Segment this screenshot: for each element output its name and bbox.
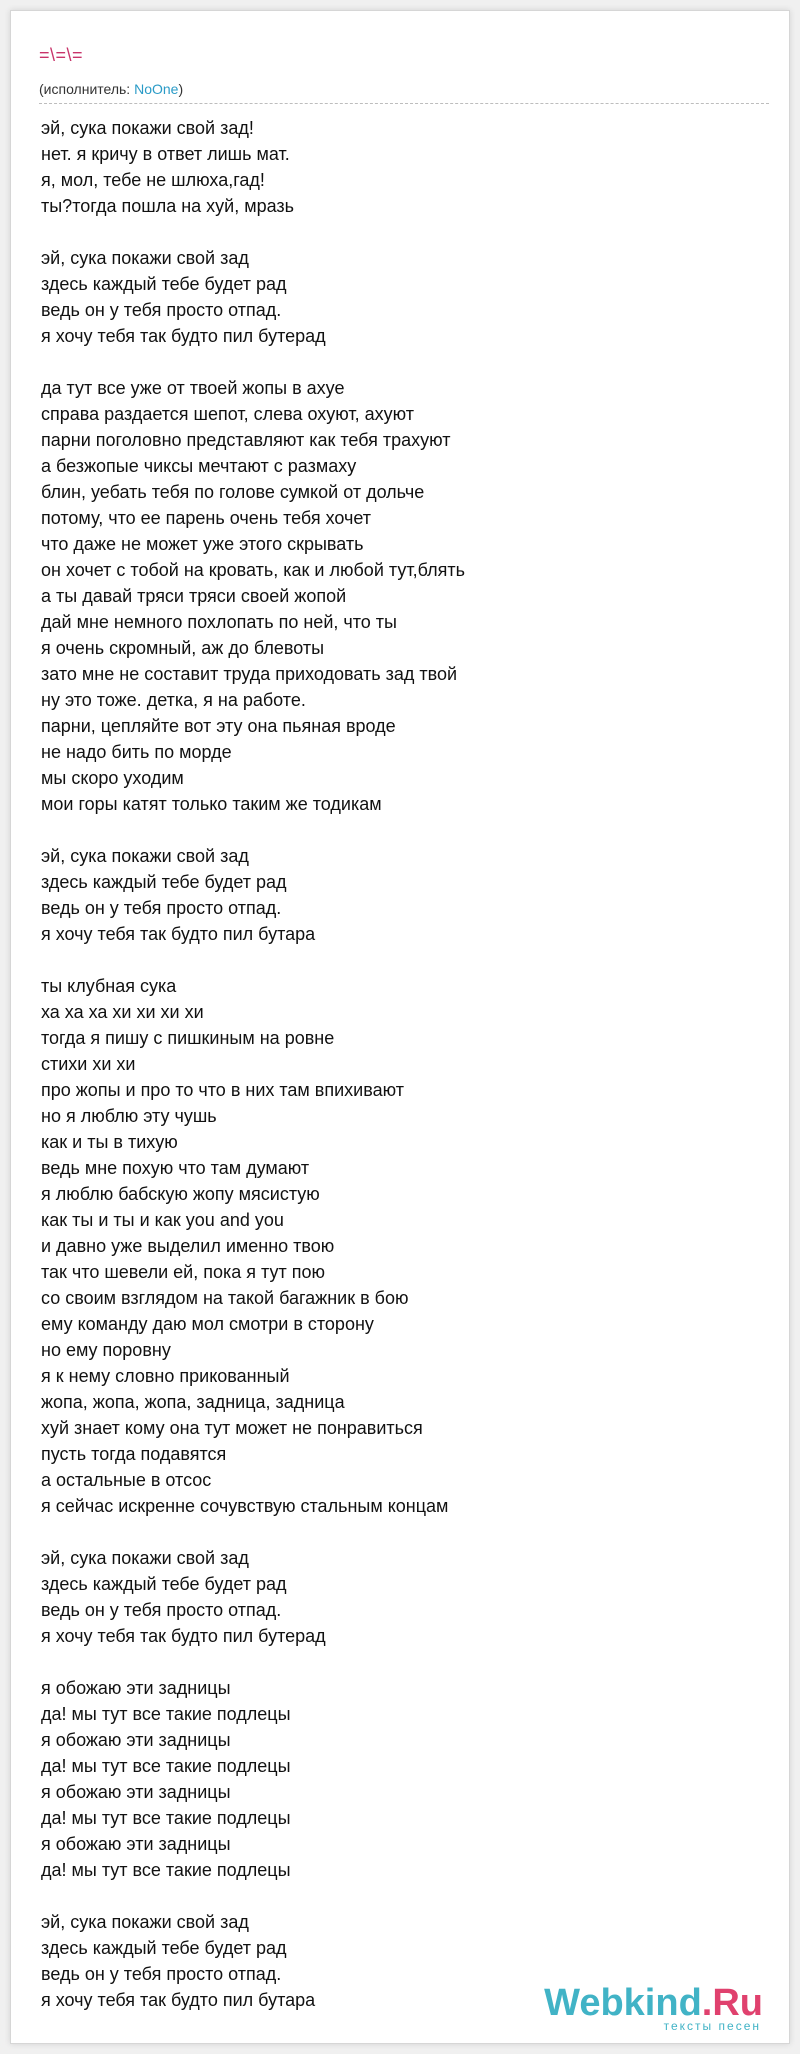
lyric-line: я обожаю эти задницы xyxy=(41,1834,231,1854)
lyric-line: я хочу тебя так будто пил бутара xyxy=(41,1990,316,2010)
lyric-line: я очень скромный, аж до блевоты xyxy=(41,638,325,658)
lyric-line: я, мол, тебе не шлюха,гад! xyxy=(41,170,265,190)
lyric-line: блин, уебать тебя по голове сумкой от дольче xyxy=(41,482,425,502)
lyric-line: хуй знает кому она тут может не понравиться xyxy=(41,1418,423,1438)
lyric-line: со своим взглядом на такой багажник в бою xyxy=(41,1288,409,1308)
lyric-line: что даже не может уже этого скрывать xyxy=(41,534,364,554)
lyric-line: я люблю бабскую жопу мясистую xyxy=(41,1184,320,1204)
stanza-gap xyxy=(41,947,761,973)
lyric-line: про жопы и про то что в них там впихивают xyxy=(41,1080,404,1100)
lyric-line: да! мы тут все такие подлецы xyxy=(41,1860,291,1880)
lyric-line: здесь каждый тебе будет рад xyxy=(41,1938,287,1958)
lyric-line: но ему поровну xyxy=(41,1340,171,1360)
lyric-line: я сейчас искренне сочувствую стальным концам xyxy=(41,1496,449,1516)
lyric-line: здесь каждый тебе будет рад xyxy=(41,872,287,892)
lyric-line: я хочу тебя так будто пил бутерад xyxy=(41,326,326,346)
lyric-line: эй, сука покажи свой зад! xyxy=(41,118,254,138)
stanza-gap xyxy=(41,1649,761,1675)
lyric-line: ему команду даю мол смотри в сторону xyxy=(41,1314,374,1334)
lyric-line: не надо бить по морде xyxy=(41,742,232,762)
lyric-line: я хочу тебя так будто пил бутара xyxy=(41,924,316,944)
lyric-line: эй, сука покажи свой зад xyxy=(41,1548,249,1568)
lyric-line: так что шевели ей, пока я тут пою xyxy=(41,1262,325,1282)
lyric-line: и давно уже выделил именно твою xyxy=(41,1236,335,1256)
lyric-line: здесь каждый тебе будет рад xyxy=(41,1574,287,1594)
lyric-line: но я люблю эту чушь xyxy=(41,1106,217,1126)
lyric-line: мои горы катят только таким же тодикам xyxy=(41,794,382,814)
lyric-line: ведь мне похую что там думают xyxy=(41,1158,310,1178)
lyric-line: ты?тогда пошла на хуй, мразь xyxy=(41,196,295,216)
lyric-line: а остальные в отсос xyxy=(41,1470,212,1490)
logo-main-text: Webkind xyxy=(544,1982,702,2024)
lyrics-page xyxy=(10,10,790,2044)
lyric-line: ну это тоже. детка, я на работе. xyxy=(41,690,306,710)
lyric-line: да! мы тут все такие подлецы xyxy=(41,1704,291,1724)
lyric-line: мы скоро уходим xyxy=(41,768,184,788)
lyric-line: тогда я пишу с пишкиным на ровне xyxy=(41,1028,335,1048)
lyric-line: эй, сука покажи свой зад xyxy=(41,1912,249,1932)
lyric-line: я хочу тебя так будто пил бутерад xyxy=(41,1626,326,1646)
logo-suffix-text: .Ru xyxy=(701,1982,763,2024)
lyric-line: справа раздается шепот, слева охуют, ахуют xyxy=(41,404,415,424)
artist-line xyxy=(39,81,183,97)
lyric-line: парни, цепляйте вот эту она пьяная вроде xyxy=(41,716,396,736)
lyric-line: он хочет с тобой на кровать, как и любой тут,блять xyxy=(41,560,465,580)
lyric-line: здесь каждый тебе будет рад xyxy=(41,274,287,294)
header-divider xyxy=(39,103,769,104)
lyric-line: зато мне не составит труда приходовать зад твой xyxy=(41,664,458,684)
logo-wordmark xyxy=(544,1983,763,2023)
artist-prefix: (исполнитель: xyxy=(39,81,135,97)
lyric-line: нет. я кричу в ответ лишь мат. xyxy=(41,144,290,164)
lyric-line: эй, сука покажи свой зад xyxy=(41,248,249,268)
lyric-line: стихи хи хи xyxy=(41,1054,136,1074)
lyric-line: ведь он у тебя просто отпад. xyxy=(41,1964,282,1984)
lyric-line: как и ты в тихую xyxy=(41,1132,178,1152)
logo-tagline: тексты песен xyxy=(663,2019,761,2033)
artist-link[interactable]: NoOne xyxy=(134,81,179,97)
lyric-line: я обожаю эти задницы xyxy=(41,1782,231,1802)
lyric-line: эй, сука покажи свой зад xyxy=(41,846,249,866)
lyric-line: да! мы тут все такие подлецы xyxy=(41,1808,291,1828)
lyrics-text xyxy=(41,115,761,2013)
lyric-line: а ты давай тряси тряси своей жопой xyxy=(41,586,347,606)
stanza-gap xyxy=(41,1519,761,1545)
lyric-line: ты клубная сука xyxy=(41,976,177,996)
lyric-line: ведь он у тебя просто отпад. xyxy=(41,1600,282,1620)
lyric-line: я обожаю эти задницы xyxy=(41,1730,231,1750)
lyric-line: ведь он у тебя просто отпад. xyxy=(41,300,282,320)
lyric-line: пусть тогда подавятся xyxy=(41,1444,227,1464)
stanza-gap xyxy=(41,817,761,843)
site-logo[interactable] xyxy=(544,1983,763,2033)
lyric-line: я обожаю эти задницы xyxy=(41,1678,231,1698)
lyric-line: жопа, жопа, жопа, задница, задница xyxy=(41,1392,345,1412)
song-title: =\=\= xyxy=(39,45,84,65)
stanza-gap xyxy=(41,1883,761,1909)
lyric-line: а безжопые чиксы мечтают с размаху xyxy=(41,456,357,476)
lyric-line: ха ха ха хи хи хи хи xyxy=(41,1002,204,1022)
lyric-line: дай мне немного похлопать по ней, что ты xyxy=(41,612,397,632)
lyric-line: я к нему словно прикованный xyxy=(41,1366,290,1386)
lyric-line: ведь он у тебя просто отпад. xyxy=(41,898,282,918)
stanza-gap xyxy=(41,219,761,245)
lyric-line: да! мы тут все такие подлецы xyxy=(41,1756,291,1776)
artist-suffix: ) xyxy=(178,81,184,97)
lyric-line: парни поголовно представляют как тебя трахуют xyxy=(41,430,451,450)
lyric-line: потому, что ее парень очень тебя хочет xyxy=(41,508,372,528)
stanza-gap xyxy=(41,349,761,375)
lyric-line: да тут все уже от твоей жопы в ахуе xyxy=(41,378,345,398)
lyric-line: как ты и ты и как you and you xyxy=(41,1210,284,1230)
